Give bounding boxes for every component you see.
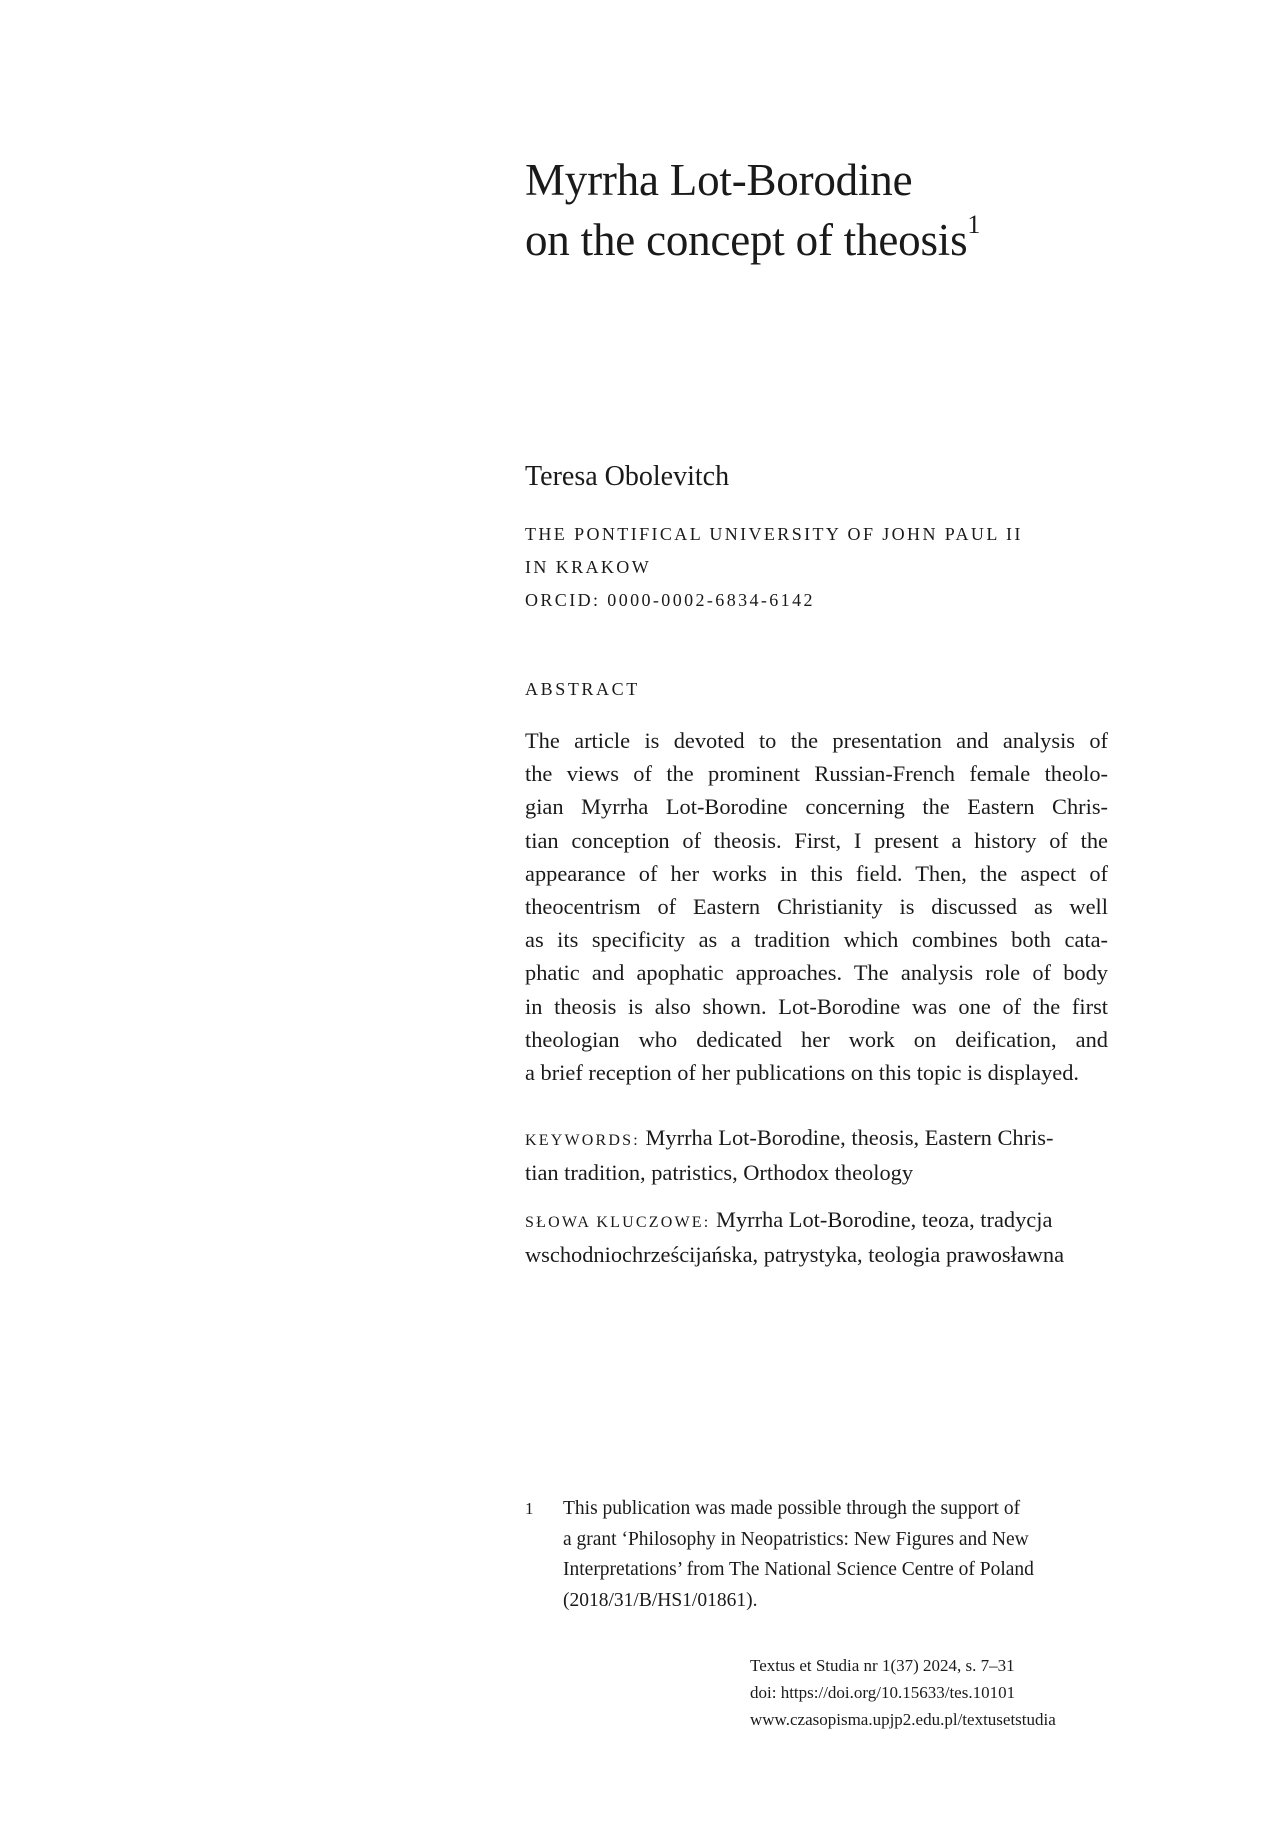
footnote-line: This publication was made possible through the support of: [563, 1498, 1021, 1519]
author-name: Teresa Obolevitch: [525, 461, 730, 492]
abstract-line: the views of the prominent Russian-French female theolo-: [525, 761, 1108, 787]
abstract-line: theologian who dedicated her work on deification, and: [525, 1026, 1108, 1052]
footnote-line: Interpretations’ from The National Science Centre of Poland: [563, 1559, 1034, 1580]
journal-website-link[interactable]: www.czasopisma.upjp2.edu.pl/textusetstudia: [750, 1710, 1056, 1729]
abstract-line: appearance of her works in this field. Then, the aspect of: [525, 860, 1108, 886]
footnote: [525, 1494, 1108, 1616]
keywords: [525, 1122, 1108, 1189]
doi-link[interactable]: doi: https://doi.org/10.15633/tes.10101: [750, 1683, 1016, 1702]
abstract-body: [525, 724, 1108, 1089]
abstract-line: a brief reception of her publications on this topic is displayed.: [525, 1060, 1080, 1086]
article-title: [525, 150, 1108, 270]
keywords-line-1: Myrrha Lot-Borodine, theosis, Eastern Chris-: [639, 1125, 1054, 1150]
title-line-2: on the concept of theosis: [525, 215, 968, 265]
keywords-label: KEYWORDS:: [525, 1132, 640, 1149]
affiliation-line-2: IN KRAKOW: [525, 557, 652, 577]
footnote-line: (2018/31/B/HS1/01861).: [563, 1589, 758, 1611]
footnote-line: a grant ‘Philosophy in Neopatristics: New Figures and New: [563, 1528, 1029, 1550]
title-line-1: Myrrha Lot-Borodine: [525, 155, 913, 205]
abstract-line: The article is devoted to the presentation and analysis of: [525, 728, 1108, 753]
abstract-line: as its specificity as a tradition which combines both cata-: [525, 927, 1108, 953]
abstract-line: theocentrism of Eastern Christianity is discussed as well: [525, 894, 1108, 920]
abstract-heading: ABSTRACT: [525, 679, 640, 699]
author-affiliation: [525, 518, 1108, 617]
slowa-kluczowe-line-1: Myrrha Lot-Borodine, teoza, tradycja: [710, 1207, 1053, 1232]
slowa-kluczowe-label: SŁOWA KLUCZOWE:: [525, 1214, 711, 1231]
orcid: ORCID: 0000-0002-6834-6142: [525, 590, 815, 610]
abstract-line: gian Myrrha Lot-Borodine concerning the Eastern Chris-: [525, 794, 1108, 820]
abstract-line: tian conception of theosis. First, I present a history of the: [525, 827, 1108, 853]
affiliation-line-1: THE PONTIFICAL UNIVERSITY OF JOHN PAUL II: [525, 524, 1023, 544]
slowa-kluczowe: [525, 1204, 1108, 1271]
footnote-text: [563, 1494, 1108, 1616]
journal-info: [750, 1652, 1056, 1733]
journal-citation: Textus et Studia nr 1(37) 2024, s. 7–31: [750, 1656, 1015, 1675]
footnote-number: 1: [525, 1499, 534, 1518]
title-footnote-mark[interactable]: 1: [967, 210, 981, 239]
slowa-kluczowe-line-2: wschodniochrześcijańska, patrystyka, teologia prawosławna: [525, 1242, 1065, 1267]
abstract-line: in theosis is also shown. Lot-Borodine was one of the first: [525, 993, 1108, 1019]
abstract-line: phatic and apophatic approaches. The analysis role of body: [525, 960, 1108, 986]
keywords-line-2: tian tradition, patristics, Orthodox theology: [525, 1160, 914, 1185]
